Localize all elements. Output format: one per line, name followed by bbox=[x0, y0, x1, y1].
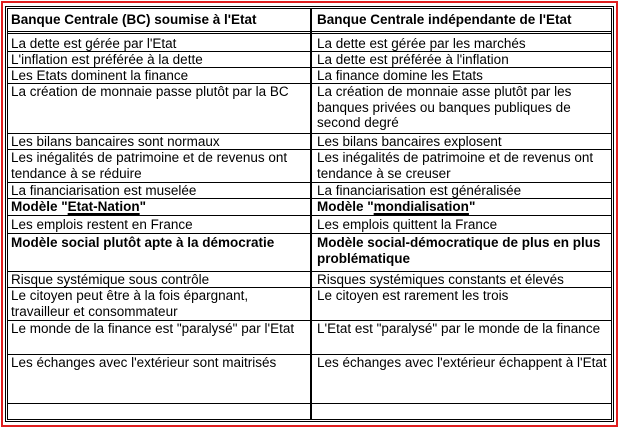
cell-left: Le monde de la finance est "paralysé" par l'Etat bbox=[11, 321, 295, 336]
cell-right: Les échanges avec l'extérieur échappent à l'Etat bbox=[317, 355, 607, 370]
cell-left: Les emplois restent en France bbox=[11, 217, 193, 232]
cell-right: La création de monnaie asse plutôt par les banques privées ou banques publiques de second degré bbox=[317, 84, 572, 130]
cell-left: Le citoyen peut être à la fois épargnant, travailleur et consommateur bbox=[11, 288, 249, 319]
cell-right: La dette est préférée à l'inflation bbox=[317, 52, 509, 67]
model-suffix: " bbox=[139, 199, 147, 214]
row-separator bbox=[8, 233, 611, 234]
model-name-mondialisation: mondialisation bbox=[373, 199, 469, 214]
cell-right: Risques systémiques constants et élevés bbox=[317, 272, 564, 287]
cell-right: Le citoyen est rarement les trois bbox=[317, 288, 509, 303]
cell-left: Les Etats dominent la finance bbox=[11, 68, 189, 83]
header-left: Banque Centrale (BC) soumise à l'Etat bbox=[11, 12, 257, 27]
cell-left: Les bilans bancaires sont normaux bbox=[11, 134, 220, 149]
cell-right: Les bilans bancaires explosent bbox=[317, 134, 502, 149]
cell-left: Modèle social plutôt apte à la démocratie bbox=[11, 235, 275, 250]
model-prefix: Modèle " bbox=[11, 199, 68, 214]
cell-left: L'inflation est préférée à la dette bbox=[11, 52, 203, 67]
cell-left: La dette est gérée par l'Etat bbox=[11, 36, 177, 51]
cell-left: La création de monnaie passe plutôt par la BC bbox=[11, 84, 289, 99]
cell-left: Les échanges avec l'extérieur sont maitrisés bbox=[11, 355, 277, 370]
comparison-table bbox=[5, 6, 614, 422]
row-separator bbox=[8, 215, 611, 216]
cell-right: L'Etat est "paralysé" par le monde de la finance bbox=[317, 321, 601, 336]
cell-left-model bbox=[11, 199, 307, 215]
cell-left: Les inégalités de patrimoine et de revenus ont tendance à se réduire bbox=[11, 150, 288, 181]
cell-right: Les inégalités de patrimoine et de revenus ont tendance à se creuser bbox=[317, 150, 594, 181]
cell-right: La dette est gérée par les marchés bbox=[317, 36, 526, 51]
column-divider bbox=[310, 9, 312, 419]
row-separator bbox=[8, 403, 611, 404]
cell-right: Les emplois quittent la France bbox=[317, 217, 498, 232]
header-right: Banque Centrale indépendante de l'Etat bbox=[317, 12, 572, 27]
document-frame bbox=[1, 1, 618, 427]
cell-right: La finance domine les Etats bbox=[317, 68, 483, 83]
cell-right-model bbox=[317, 199, 609, 215]
model-prefix: Modèle " bbox=[317, 199, 374, 214]
model-suffix: " bbox=[468, 199, 476, 214]
header-rule bbox=[8, 31, 611, 34]
model-name-etat-nation: Etat-Nation bbox=[67, 199, 140, 214]
cell-left: La financiarisation est muselée bbox=[11, 183, 197, 198]
cell-right: La financiarisation est généralisée bbox=[317, 183, 522, 198]
cell-right: Modèle social-démocratique de plus en plus problématique bbox=[317, 235, 601, 266]
cell-left: Risque systémique sous contrôle bbox=[11, 272, 210, 287]
